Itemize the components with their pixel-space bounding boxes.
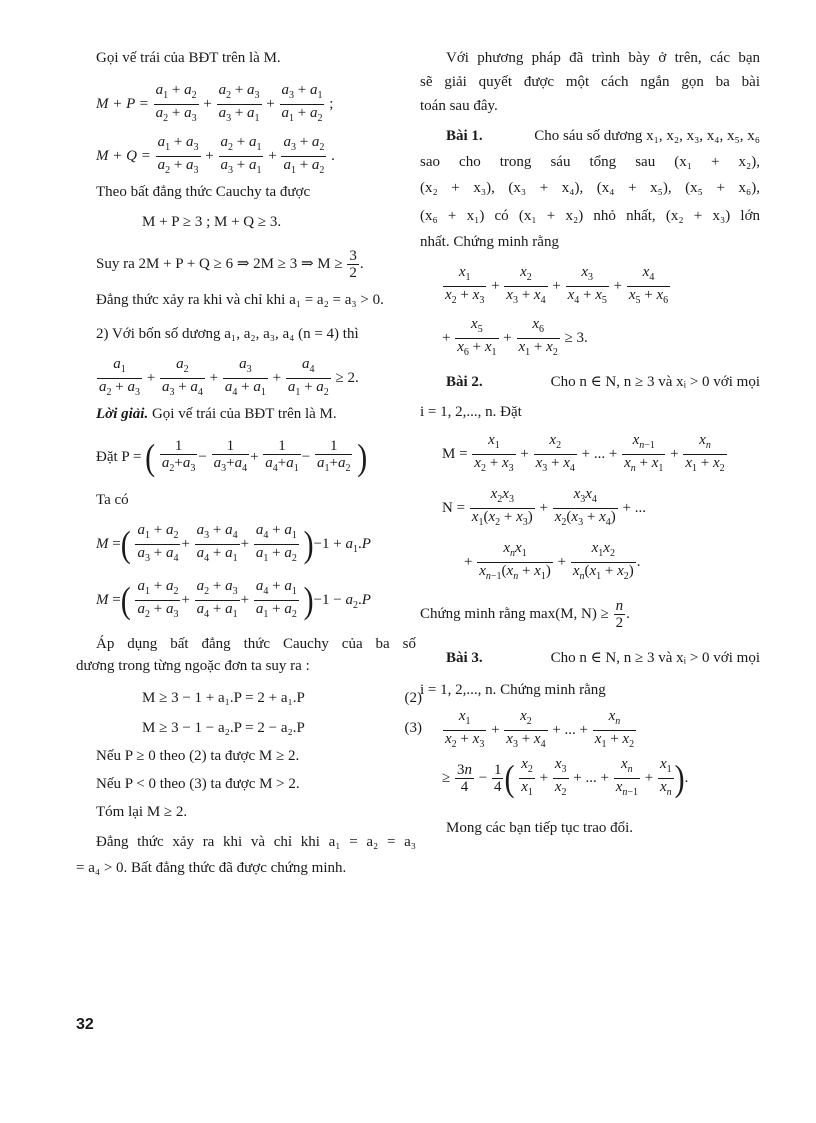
equation-four-terms: $\frac{a_1}{a_2 + a_3}$ + $\frac{a_2}{a_3 + a_4}$ + $\frac{a_3}{a_4 + a_1}$ + $\frac{a_4}{a_1 + a_2}$ ≥ 2. [96, 356, 359, 401]
problem-3-line: Bài 3. Cho n ∈ N, n ≥ 3 và xᵢ > 0 với mọi [446, 650, 760, 666]
text-line: 2) Với bốn số dương a₁, a₂, a₃, a₄ (n = 4) thì [96, 326, 359, 342]
text-line: = a₄ > 0. Bất đẳng thức đã được chứng minh. [76, 860, 347, 876]
equation-m-plus-q: M + Q = $\frac{a_1 + a_3}{a_2 + a_3}$ + $\frac{a_2 + a_1}{a_3 + a_1}$ + $\frac{a_3 + a_2}{a_1 + a_2}$ . [96, 134, 335, 179]
text-line: Nếu P < 0 theo (3) ta được M > 2. [96, 776, 300, 792]
equation-bai2-m: M = $\frac{x_1}{x_2 + x_3}$ + $\frac{x_2}{x_3 + x_4}$ + ... + $\frac{x_{n-1}}{x_n + x_1}$ + $\frac{x_n}{x_1 + x_2}$ [442, 432, 728, 477]
text-line: Đẳng thức xảy ra khi và chỉ khi a₁ = a₂ = a₃ > 0. [96, 292, 384, 308]
text-line: Với phương pháp đã trình bày ở trên, các bạn [446, 50, 760, 66]
text-line: sẽ giải quyết được một cách ngắn gọn ba bài [420, 74, 760, 90]
equation-bai2-n-b: + $x_nx_1$ $x_{n-1}(x_n + x_1)$ + $\frac{x_1x_2}{x_n(x_1 + x_2)}$ . [464, 540, 641, 585]
equation-bai2-n-a: N = $\frac{x_2x_3}{x_1(x_2 + x_3)}$ + $\frac{x_3x_4}{x_2(x_3 + x_4)}$ + ... [442, 486, 646, 531]
equation-bai3-a: $\frac{x_1}{x_2 + x_3}$ + $\frac{x_2}{x_3 + x_4}$ + ... + $\frac{x_n}{x_1 + x_2}$ [442, 708, 637, 753]
text-line: Chứng minh rằng max(M, N) ≥ $\frac{n}{2}$ . [420, 598, 630, 631]
equation-m-first: M =( $\frac{a_1 + a_2}{a_3 + a_4}$ + $\frac{a_3 + a_4}{a_4 + a_1}$ + $\frac{a_4 + a_1}{a_1 + a_2}$ )$-1 + a_1.P$ [96, 522, 371, 567]
text-line: Theo bất đẳng thức Cauchy ta được [96, 184, 311, 200]
closing-line: Mong các bạn tiếp tục trao đổi. [446, 820, 634, 836]
text-line: (x₆ + x₁) có (x₁ + x₂) nhỏ nhất, (x₂ + x₃) lớn [420, 208, 760, 224]
text-line: i = 1, 2,..., n. Đặt [420, 404, 522, 420]
text-line: nhất. Chứng minh rằng [420, 234, 559, 250]
inequality-chain: Suy ra 2M + P + Q ≥ 6 ⇒ 2M ≥ 3 ⇒ M ≥ $\frac{3}{2}$ . [96, 248, 364, 281]
text-line: (x₂ + x₃), (x₃ + x₄), (x₄ + x₅), (x₅ + x₆), [420, 180, 760, 196]
text-line: toán sau đây. [420, 98, 498, 114]
text-line: Áp dụng bất đẳng thức Cauchy của ba số [96, 636, 416, 652]
text-line: dương trong từng ngoặc đơn ta suy ra : [76, 658, 310, 674]
text-line: Ta có [96, 492, 129, 508]
text-line: sao cho trong sáu tổng sau (x₁ + x₂), [420, 154, 760, 170]
equation-bai1-a: $\frac{x_1}{x_2 + x_3}$ + $\frac{x_2}{x_3 + x_4}$ + $\frac{x_3}{x_4 + x_5}$ + $\frac{x_4}{x_5 + x_6}$ [442, 264, 671, 309]
text-line: Đẳng thức xảy ra khi và chỉ khi a₁ = a₂ = a₃ [96, 834, 416, 850]
equation-bai1-b: + $\frac{x_5}{x_6 + x_1}$ + $\frac{x_6}{x_1 + x_2}$ ≥ 3. [442, 316, 588, 361]
problem-2-line: Bài 2. Cho n ∈ N, n ≥ 3 và xᵢ > 0 với mọi [446, 374, 760, 390]
solution-line: Lời giải. Gọi vế trái của BĐT trên là M. [96, 406, 337, 422]
equation-m-second: M =( $\frac{a_1 + a_2}{a_2 + a_3}$ + $\frac{a_2 + a_3}{a_4 + a_1}$ + $\frac{a_4 + a_1}{a_1 + a_2}$ )$-1 - a_2.P$ [96, 578, 371, 623]
equation-bai3-b: ≥ $\frac{3n}{4}$ − $\frac{1}{4}$ ( $\frac{x_2}{x_1}$ + $\frac{x_3}{x_2}$ + ... + $\frac{x_n}{x_{n-1}}$ + $\frac{x_1}{x_n}$ ). [442, 756, 688, 801]
text-line: Tóm lại M ≥ 2. [96, 804, 188, 820]
text-line: i = 1, 2,..., n. Chứng minh rằng [420, 682, 606, 698]
inequality-2: M ≥ 3 − 1 + a₁.P = 2 + a₁.P (2) [142, 690, 422, 706]
equation-define-p: Đặt P = ( $\frac{1}{a_2+a_3}$ − $\frac{1}{a_3+a_4}$ + $\frac{1}{a_4+a_1}$ − $\frac{1}{a_1+a_2}$ ) [96, 436, 368, 478]
inequality-3: M ≥ 3 − 1 − a₂.P = 2 − a₂.P (3) [142, 720, 422, 736]
equation-m-plus-p: M + P = $\frac{a_1 + a_2}{a_2 + a_3}$ + $\frac{a_2 + a_3}{a_3 + a_1}$ + $\frac{a_3 + a_1}{a_1 + a_2}$ ; [96, 82, 333, 127]
inequality: M + P ≥ 3 ; M + Q ≥ 3. [142, 214, 282, 230]
text-line: Nếu P ≥ 0 theo (2) ta được M ≥ 2. [96, 748, 300, 764]
text-line: Gọi vế trái của BĐT trên là M. [96, 50, 281, 66]
problem-1-line: Bài 1. Cho sáu số dương x₁, x₂, x₃, x₄, x₅, x₆ [446, 128, 760, 144]
page-number: 32 [76, 1016, 94, 1033]
